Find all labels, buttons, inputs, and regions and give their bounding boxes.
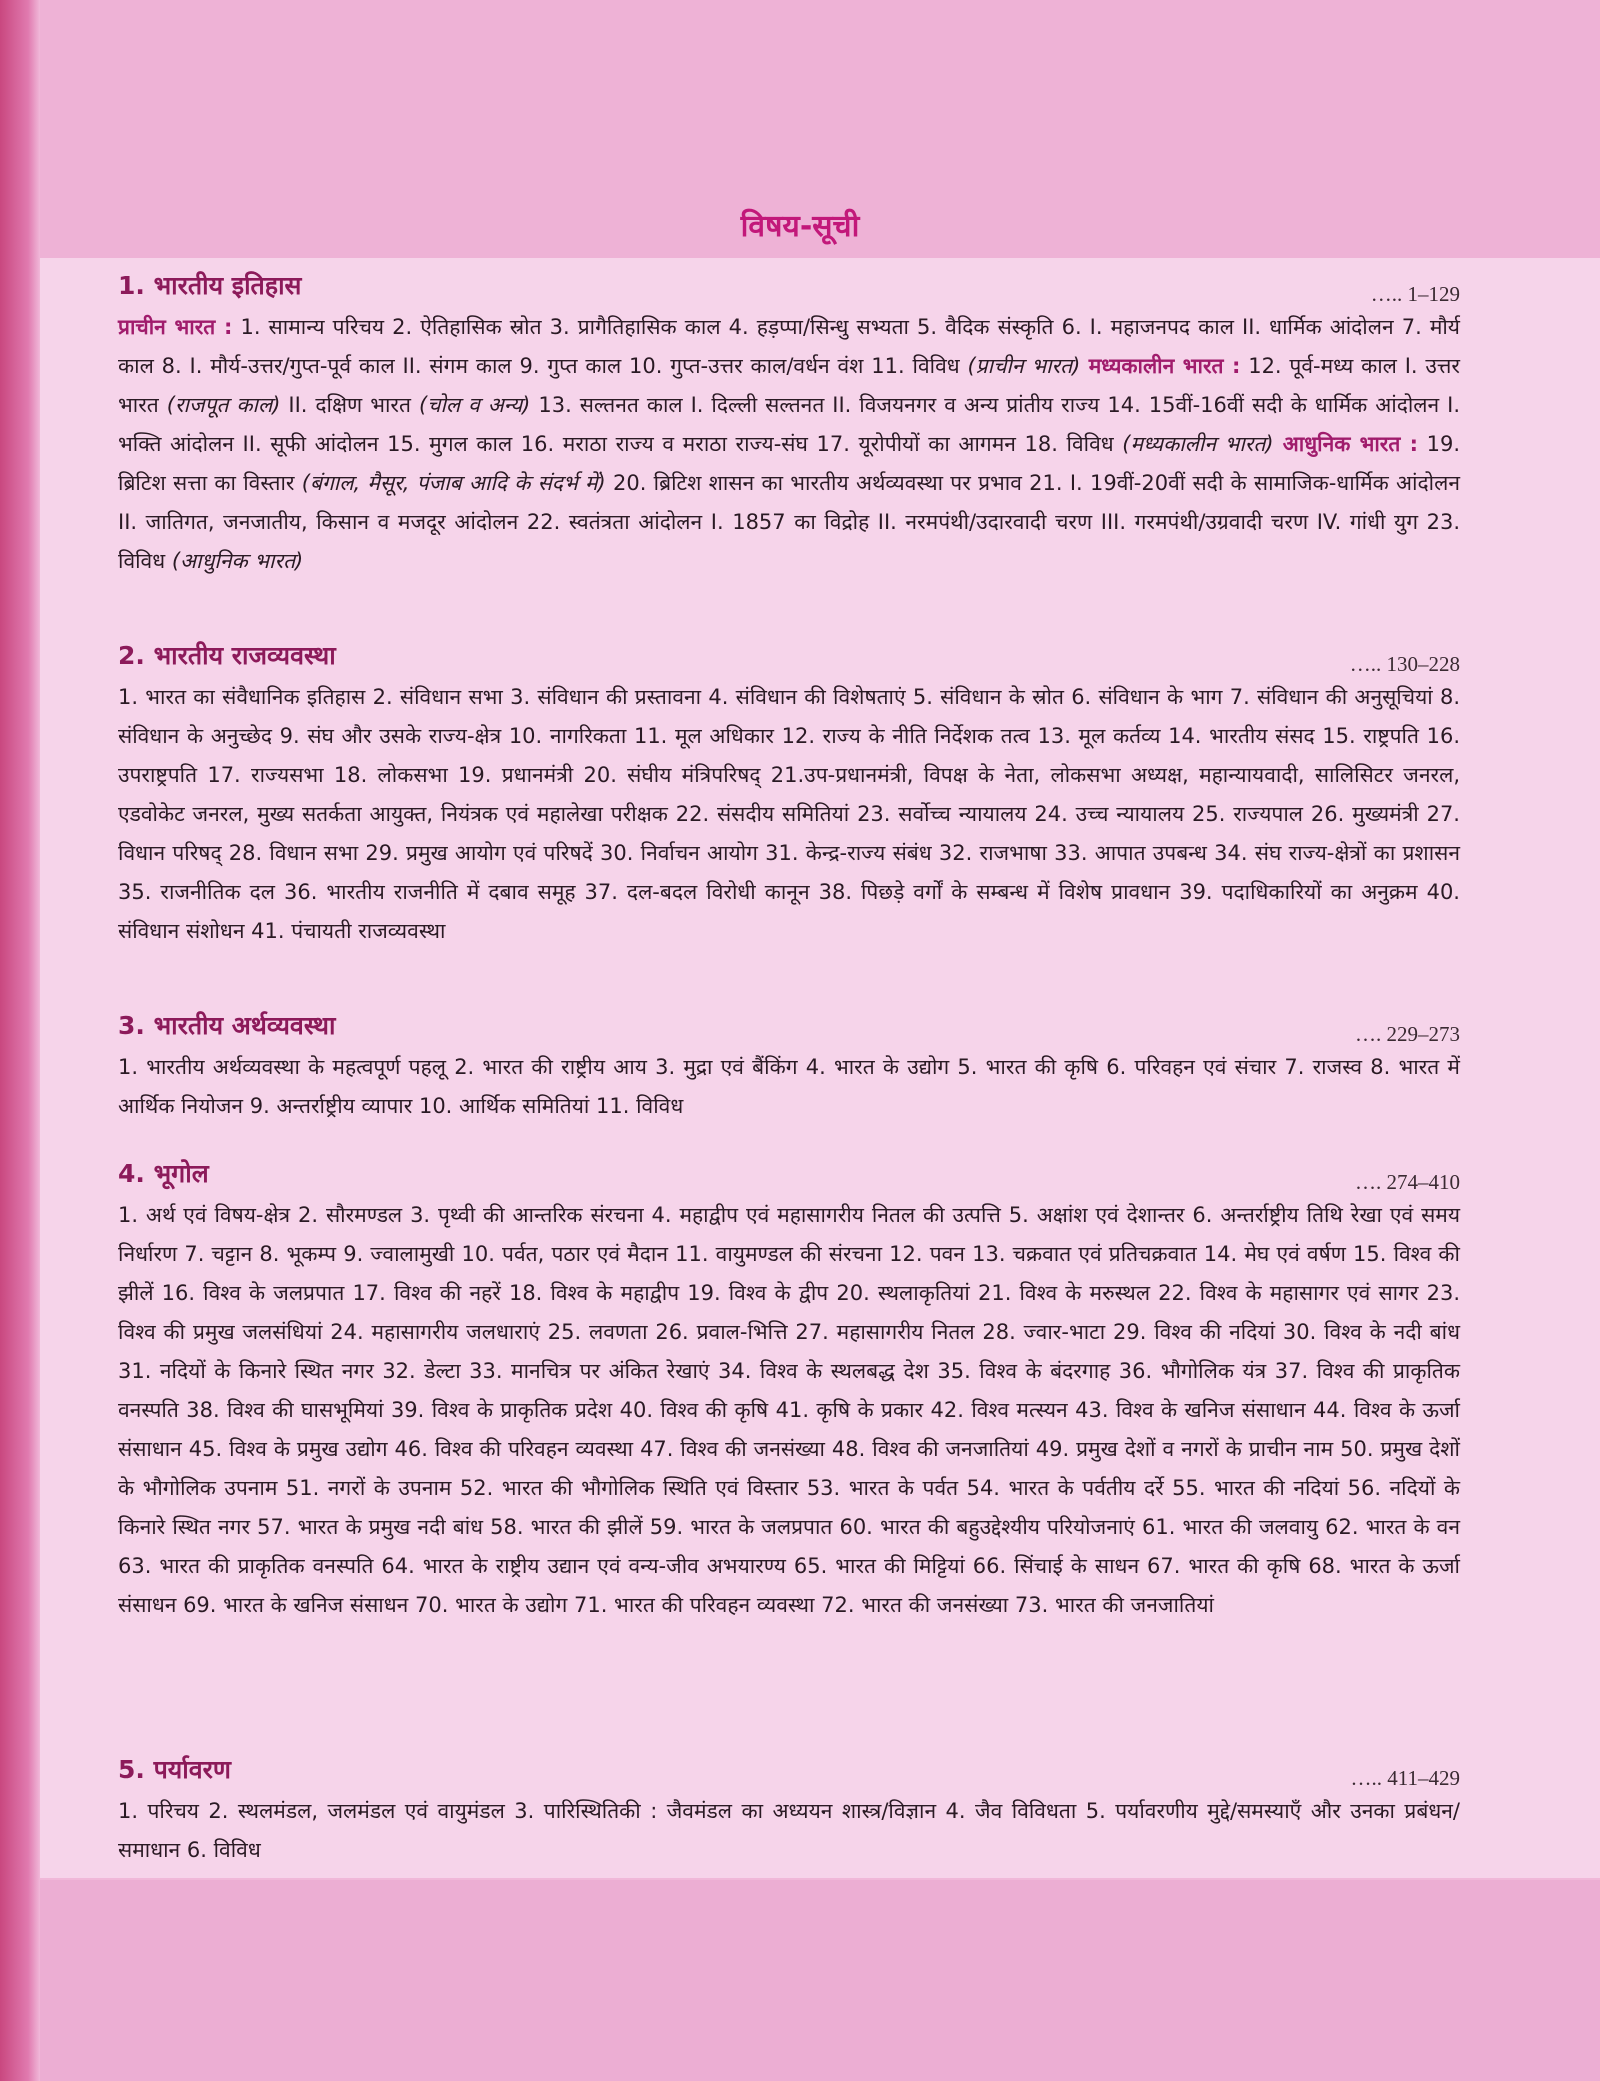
italic-note: (आधुनिक भारत) <box>171 549 304 573</box>
section-title: 2. भारतीय राजव्यवस्था <box>118 641 336 670</box>
italic-note: (बंगाल, मैसूर, पंजाब आदि के संदर्भ में) <box>301 471 606 495</box>
section-title: 5. पर्यावरण <box>118 1755 231 1784</box>
section-geography <box>118 1156 1460 1625</box>
section-title: 3. भारतीय अर्थव्यवस्था <box>118 1011 336 1040</box>
section-contents: 1. भारतीय अर्थव्यवस्था के महत्वपूर्ण पहलू 2. भारत की राष्ट्रीय आय 3. मुद्रा एवं बैंकिंग 4. भारत के उद्योग 5. भारत की कृषि 6. परिवहन एवं संचार 7. राजस्व 8. भारत में आर्थिक नियोजन 9. अन्तर्राष्ट्रीय व्यापार 10. आर्थिक समितियां 11. विविध <box>118 1055 1460 1118</box>
subsection-label-ancient: प्राचीन भारत : <box>118 315 233 339</box>
page-range: …. 274–410 <box>1355 1170 1460 1194</box>
section-contents <box>118 308 1460 581</box>
contents-text: II. दक्षिण भारत <box>280 393 419 417</box>
section-header <box>118 268 1460 308</box>
page-range: …. 229–273 <box>1355 1022 1460 1046</box>
section-title: 1. भारतीय इतिहास <box>118 271 302 300</box>
contents-text: 13. सल्तनत काल I. दिल्ली सल्तनत II. विजयनगर व अन्य प्रांतीय राज्य 14. 15वीं-16वीं सदी के धार्मिक आंदोलन I. भक्ति आंदोलन II. सूफी आंदोलन 15. मुगल काल 16. मराठा राज्य व मराठा राज्य-संघ 17. यूरोपीयों का आगमन 18. विविध <box>118 393 1461 456</box>
section-header <box>118 1156 1460 1196</box>
bottom-margin-band <box>40 1880 1600 2081</box>
italic-note: (राजपूत काल) <box>166 393 281 417</box>
section-title: 4. भूगोल <box>118 1159 209 1188</box>
section-header <box>118 1008 1460 1048</box>
page-title: विषय-सूची <box>740 209 860 244</box>
section-indian-economy <box>118 1008 1460 1126</box>
section-header <box>118 638 1460 678</box>
contents-text: 20. ब्रिटिश शासन का भारतीय अर्थव्यवस्था पर प्रभाव 21. I. 19वीं-20वीं सदी के सामाजिक-धार्मिक आंदोलन II. जातिगत, जनजातीय, किसान व मजदूर आंदोलन 22. स्वतंत्रता आंदोलन I. 1857 का विद्रोह II. नरमपंथी/उदारवादी चरण III. गरमपंथी/उग्रवादी चरण IV. गांधी युग 23. विविध <box>118 471 1460 573</box>
contents-text: 12. पूर्व-मध्य काल I. उत्तर भारत <box>118 354 1461 417</box>
page-range: ….. 411–429 <box>1350 1766 1460 1790</box>
italic-note: (चोल व अन्य) <box>418 393 531 417</box>
subsection-label-medieval: मध्यकालीन भारत : <box>1080 354 1241 378</box>
section-environment <box>118 1752 1460 1870</box>
section-indian-history <box>118 268 1460 581</box>
section-header <box>118 1752 1460 1792</box>
page-range: ….. 1–129 <box>1370 282 1460 306</box>
section-contents: 1. अर्थ एवं विषय-क्षेत्र 2. सौरमण्डल 3. पृथ्वी की आन्तरिक संरचना 4. महाद्वीप एवं महासागरीय नितल की उत्पत्ति 5. अक्षांश एवं देशान्तर 6. अन्तर्राष्ट्रीय तिथि रेखा एवं समय निर्धारण 7. चट्टान 8. भूकम्प 9. ज्वालामुखी 10. पर्वत, पठार एवं मैदान 11. वायुमण्डल की संरचना 12. पवन 13. चक्रवात एवं प्रतिचक्रवात 14. मेघ एवं वर्षण 15. विश्व की झीलें 16. विश्व के जलप्रपात 17. विश्व की नहरें 18. विश्व के महाद्वीप 19. विश्व के द्वीप 20. स्थलाकृतियां 21. विश्व के मरुस्थल 22. विश्व के महासागर एवं सागर 23. विश्व की प्रमुख जलसंधियां 24. महासागरीय जलधाराएं 25. लवणता 26. प्रवाल-भित्ति 27. महासागरीय नितल 28. ज्वार-भाटा 29. विश्व की नदियां 30. विश्व के नदी बांध 31. नदियों के किनारे स्थित नगर 32. डेल्टा 33. मानचित्र पर अंकित रेखाएं 34. विश्व के स्थलबद्ध देश 35. विश्व के बंदरगाह 36. भौगोलिक यंत्र 37. विश्व की प्राकृतिक वनस्पति 38. विश्व की घासभूमियां 39. विश्व के प्राकृतिक प्रदेश 40. विश्व की कृषि 41. कृषि के प्रकार 42. विश्व मत्स्यन 43. विश्व के खनिज संसाधान 44. विश्व के ऊर्जा संसाधान 45. विश्व के प्रमुख उद्योग 46. विश्व की परिवहन व्यवस्था 47. विश्व की जनसंख्या 48. विश्व की जनजातियां 49. प्रमुख देशों व नगरों के प्राचीन नाम 50. प्रमुख देशों के भौगोलिक उपनाम 51. नगरों के उपनाम 52. भारत की भौगोलिक स्थिति एवं विस्तार 53. भारत के पर्वत 54. भारत के पर्वतीय दर्रे 55. भारत की नदियां 56. नदियों के किनारे स्थित नगर 57. भारत के प्रमुख नदी बांध 58. भारत की झीलें 59. भारत के जलप्रपात 60. भारत की बहुउद्देश्यीय परियोजनाएं 61. भारत की जलवायु 62. भारत के वन 63. भारत की प्राकृतिक वनस्पति 64. भारत के राष्ट्रीय उद्यान एवं वन्य-जीव अभयारण्य 65. भारत की मिट्टियां 66. सिंचाई के साधन 67. भारत की कृषि 68. भारत के ऊर्जा संसाधन 69. भारत के खनिज संसाधन 70. भारत के उद्योग 71. भारत की परिवहन व्यवस्था 72. भारत की जनसंख्या 73. भारत की जनजातियां <box>118 1203 1460 1617</box>
page-edge <box>0 0 40 2081</box>
page-range: ….. 130–228 <box>1349 652 1460 676</box>
contents-text: 1. सामान्य परिचय 2. ऐतिहासिक स्रोत 3. प्रागैतिहासिक काल 4. हड़प्पा/सिन्धु सभ्यता 5. वैदिक संस्कृति 6. I. महाजनपद काल II. धार्मिक आंदोलन 7. मौर्य काल 8. I. मौर्य-उत्तर/गुप्त-पूर्व काल II. संगम काल 9. गुप्त काल 10. गुप्त-उत्तर काल/वर्धन वंश 11. विविध <box>118 315 1460 378</box>
contents-text: 19. ब्रिटिश सत्ता का विस्तार <box>118 432 1460 495</box>
italic-note: (प्राचीन भारत) <box>967 354 1081 378</box>
section-contents: 1. परिचय 2. स्थलमंडल, जलमंडल एवं वायुमंडल 3. पारिस्थितिकी : जैवमंडल का अध्ययन शास्त्र/विज्ञान 4. जैव विविधता 5. पर्यावरणीय मुद्दे/समस्याएँ और उनका प्रबंधन/समाधान 6. विविध <box>118 1799 1460 1862</box>
section-indian-polity <box>118 638 1460 951</box>
subsection-label-modern: आधुनिक भारत : <box>1273 432 1418 456</box>
italic-note: (मध्यकालीन भारत) <box>1122 432 1274 456</box>
section-contents: 1. भारत का संवैधानिक इतिहास 2. संविधान सभा 3. संविधान की प्रस्तावना 4. संविधान की विशेषताएं 5. संविधान के स्रोत 6. संविधान के भाग 7. संविधान की अनुसूचियां 8. संविधान के अनुच्छेद 9. संघ और उसके राज्य-क्षेत्र 10. नागरिकता 11. मूल अधिकार 12. राज्य के नीति निर्देशक तत्व 13. मूल कर्तव्य 14. भारतीय संसद 15. राष्ट्रपति 16. उपराष्ट्रपति 17. राज्यसभा 18. लोकसभा 19. प्रधानमंत्री 20. संघीय मंत्रिपरिषद् 21.उप-प्रधानमंत्री, विपक्ष के नेता, लोकसभा अध्यक्ष, महान्यायवादी, सालिसिटर जनरल, एडवोकेट जनरल, मुख्य सतर्कता आयुक्त, नियंत्रक एवं महालेखा परीक्षक 22. संसदीय समितियां 23. सर्वोच्च न्यायालय 24. उच्च न्यायालय 25. राज्यपाल 26. मुख्यमंत्री 27. विधान परिषद् 28. विधान सभा 29. प्रमुख आयोग एवं परिषदें 30. निर्वाचन आयोग 31. केन्द्र-राज्य संबंध 32. राजभाषा 33. आपात उपबन्ध 34. संघ राज्य-क्षेत्रों का प्रशासन 35. राजनीतिक दल 36. भारतीय राजनीति में दबाव समूह 37. दल-बदल विरोधी कानून 38. पिछड़े वर्गों के सम्बन्ध में विशेष प्रावधान 39. पदाधिकारियों का अनुक्रम 40. संविधान संशोधन 41. पंचायती राजव्यवस्था <box>118 685 1460 943</box>
